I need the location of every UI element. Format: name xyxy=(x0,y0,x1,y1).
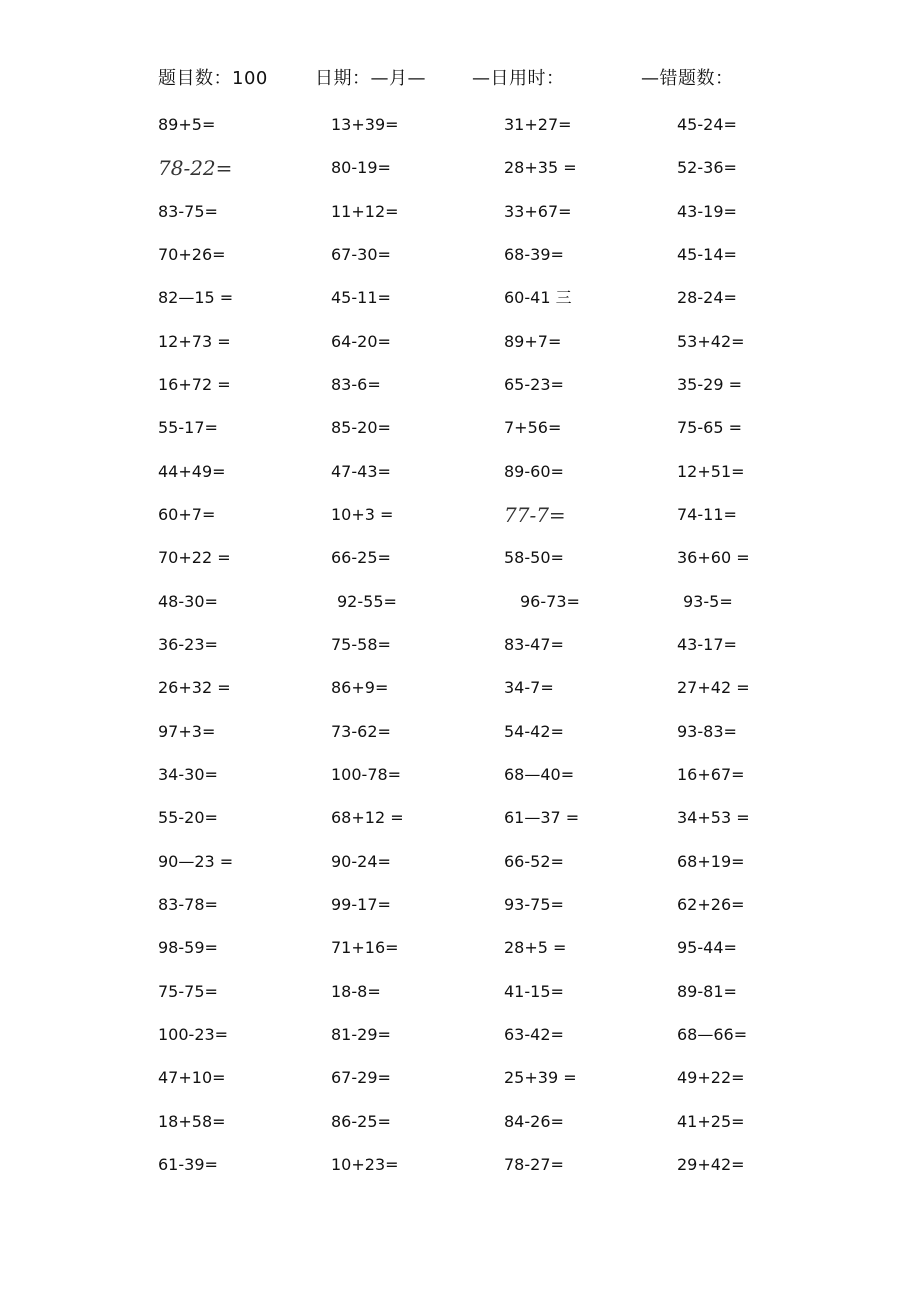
math-problem: 77-7= xyxy=(504,502,566,527)
math-problem: 62+26= xyxy=(677,894,745,914)
math-problem: 60+7= xyxy=(158,504,216,524)
math-problem: 68—66= xyxy=(677,1024,748,1044)
math-problem: 93-5= xyxy=(683,591,733,611)
math-problem: 99-17= xyxy=(331,894,391,914)
math-problem: 34-7= xyxy=(504,678,554,698)
math-problem: 29+42= xyxy=(677,1154,745,1174)
math-problem: 11+12= xyxy=(331,201,399,221)
math-problem: 61—37 = xyxy=(504,808,580,828)
math-problem: 47+10= xyxy=(158,1068,226,1088)
problem-row xyxy=(0,1022,920,1065)
math-problem: 100-78= xyxy=(331,764,402,784)
math-problem: 45-24= xyxy=(677,115,737,134)
math-problem: 33+67= xyxy=(504,201,572,221)
math-problem: 10+23= xyxy=(331,1154,399,1174)
math-problem: 83-78= xyxy=(158,894,218,914)
math-problem: 52-36= xyxy=(677,158,737,178)
math-problem: 100-23= xyxy=(158,1024,229,1044)
problem-row xyxy=(0,849,920,892)
math-problem: 70+26= xyxy=(158,244,226,264)
math-problem: 28+5 = xyxy=(504,938,567,958)
math-problem: 49+22= xyxy=(677,1068,745,1088)
math-problem: 75-75= xyxy=(158,981,218,1001)
math-problem: 70+22 = xyxy=(158,548,231,568)
math-problem: 68+12 = xyxy=(331,808,404,828)
math-problem: 16+67= xyxy=(677,764,745,784)
math-problem: 93-83= xyxy=(677,721,737,741)
math-problem: 55-17= xyxy=(158,418,218,438)
problem-row xyxy=(0,1065,920,1108)
math-problem: 89-60= xyxy=(504,461,564,481)
math-problem: 53+42= xyxy=(677,331,745,351)
math-problem: 68+19= xyxy=(677,851,745,871)
math-problem: 83-75= xyxy=(158,201,218,221)
math-problem: 61-39= xyxy=(158,1154,218,1174)
math-problem: 86+9= xyxy=(331,678,389,698)
math-problem: 26+32 = xyxy=(158,678,231,698)
math-problem: 66-52= xyxy=(504,851,564,871)
problem-row xyxy=(0,675,920,718)
math-problem: 31+27= xyxy=(504,115,572,134)
math-problem: 13+39= xyxy=(331,115,399,134)
problem-row xyxy=(0,415,920,458)
problem-grid xyxy=(0,112,920,1195)
math-problem: 36-23= xyxy=(158,634,218,654)
math-problem: 48-30= xyxy=(158,591,218,611)
math-problem: 74-11= xyxy=(677,504,737,524)
math-problem: 7+56= xyxy=(504,418,562,438)
math-problem: 58-50= xyxy=(504,548,564,568)
question-count-label: 题目数：100 xyxy=(158,68,268,89)
problem-row xyxy=(0,762,920,805)
math-problem: 44+49= xyxy=(158,461,226,481)
math-problem: 54-42= xyxy=(504,721,564,741)
math-problem: 12+73 = xyxy=(158,331,231,351)
math-problem: 68—40= xyxy=(504,764,575,784)
math-problem: 45-14= xyxy=(677,244,737,264)
math-problem: 36+60 = xyxy=(677,548,750,568)
math-problem: 75-65 = xyxy=(677,418,742,438)
problem-row xyxy=(0,199,920,242)
problem-row xyxy=(0,155,920,198)
math-problem: 64-20= xyxy=(331,331,391,351)
math-problem: 97+3= xyxy=(158,721,216,741)
problem-row xyxy=(0,805,920,848)
math-problem: 12+51= xyxy=(677,461,745,481)
problem-row xyxy=(0,935,920,978)
math-problem: 73-62= xyxy=(331,721,391,741)
math-problem: 83-6= xyxy=(331,374,381,394)
math-problem: 78-22= xyxy=(158,156,233,181)
math-problem: 89-81= xyxy=(677,981,737,1001)
math-problem: 18+58= xyxy=(158,1111,226,1131)
problem-row xyxy=(0,329,920,372)
problem-row xyxy=(0,979,920,1022)
math-problem: 43-17= xyxy=(677,634,737,654)
math-problem: 89+7= xyxy=(504,331,562,351)
math-problem: 43-19= xyxy=(677,201,737,221)
math-problem: 34-30= xyxy=(158,764,218,784)
math-problem: 67-29= xyxy=(331,1068,391,1088)
math-problem: 75-58= xyxy=(331,634,391,654)
math-problem: 85-20= xyxy=(331,418,391,438)
math-problem: 65-23= xyxy=(504,374,564,394)
math-problem: 95-44= xyxy=(677,938,737,958)
math-problem: 67-30= xyxy=(331,244,391,264)
problem-row xyxy=(0,242,920,285)
problem-row xyxy=(0,589,920,632)
math-problem: 10+3 = xyxy=(331,504,394,524)
problem-row xyxy=(0,285,920,328)
math-problem: 27+42 = xyxy=(677,678,750,698)
math-problem: 63-42= xyxy=(504,1024,564,1044)
math-problem: 93-75= xyxy=(504,894,564,914)
date-label: 日期：—月— xyxy=(315,68,426,89)
problem-row xyxy=(0,1152,920,1195)
problem-row xyxy=(0,372,920,415)
math-problem: 25+39 = xyxy=(504,1068,577,1088)
math-problem: 28-24= xyxy=(677,288,737,308)
math-problem: 55-20= xyxy=(158,808,218,828)
math-problem: 68-39= xyxy=(504,244,564,264)
worksheet-header xyxy=(0,64,920,94)
math-problem: 71+16= xyxy=(331,938,399,958)
problem-row xyxy=(0,459,920,502)
time-used-label: —日用时： xyxy=(472,68,565,89)
math-problem: 84-26= xyxy=(504,1111,564,1131)
problem-row xyxy=(0,112,920,155)
math-problem: 98-59= xyxy=(158,938,218,958)
math-problem: 96-73= xyxy=(520,591,580,611)
math-problem: 28+35 = xyxy=(504,158,577,178)
math-problem: 89+5= xyxy=(158,115,216,134)
math-problem: 86-25= xyxy=(331,1111,391,1131)
math-problem: 83-47= xyxy=(504,634,564,654)
problem-row xyxy=(0,545,920,588)
math-problem: 82—15 = xyxy=(158,288,234,308)
math-problem: 41+25= xyxy=(677,1111,745,1131)
math-problem: 90-24= xyxy=(331,851,391,871)
math-problem: 34+53 = xyxy=(677,808,750,828)
error-count-label: —错题数： xyxy=(641,68,734,89)
math-problem: 18-8= xyxy=(331,981,381,1001)
problem-row xyxy=(0,1109,920,1152)
math-problem: 41-15= xyxy=(504,981,564,1001)
math-problem: 80-19= xyxy=(331,158,391,178)
math-problem: 47-43= xyxy=(331,461,391,481)
problem-row xyxy=(0,502,920,545)
math-problem: 92-55= xyxy=(337,591,397,611)
math-problem: 35-29 = xyxy=(677,374,742,394)
math-problem: 60-41 三 xyxy=(504,288,572,308)
math-problem: 90—23 = xyxy=(158,851,234,871)
math-problem: 78-27= xyxy=(504,1154,564,1174)
math-problem: 45-11= xyxy=(331,288,391,308)
math-problem: 66-25= xyxy=(331,548,391,568)
math-problem: 16+72 = xyxy=(158,374,231,394)
math-problem: 81-29= xyxy=(331,1024,391,1044)
problem-row xyxy=(0,719,920,762)
problem-row xyxy=(0,892,920,935)
problem-row xyxy=(0,632,920,675)
